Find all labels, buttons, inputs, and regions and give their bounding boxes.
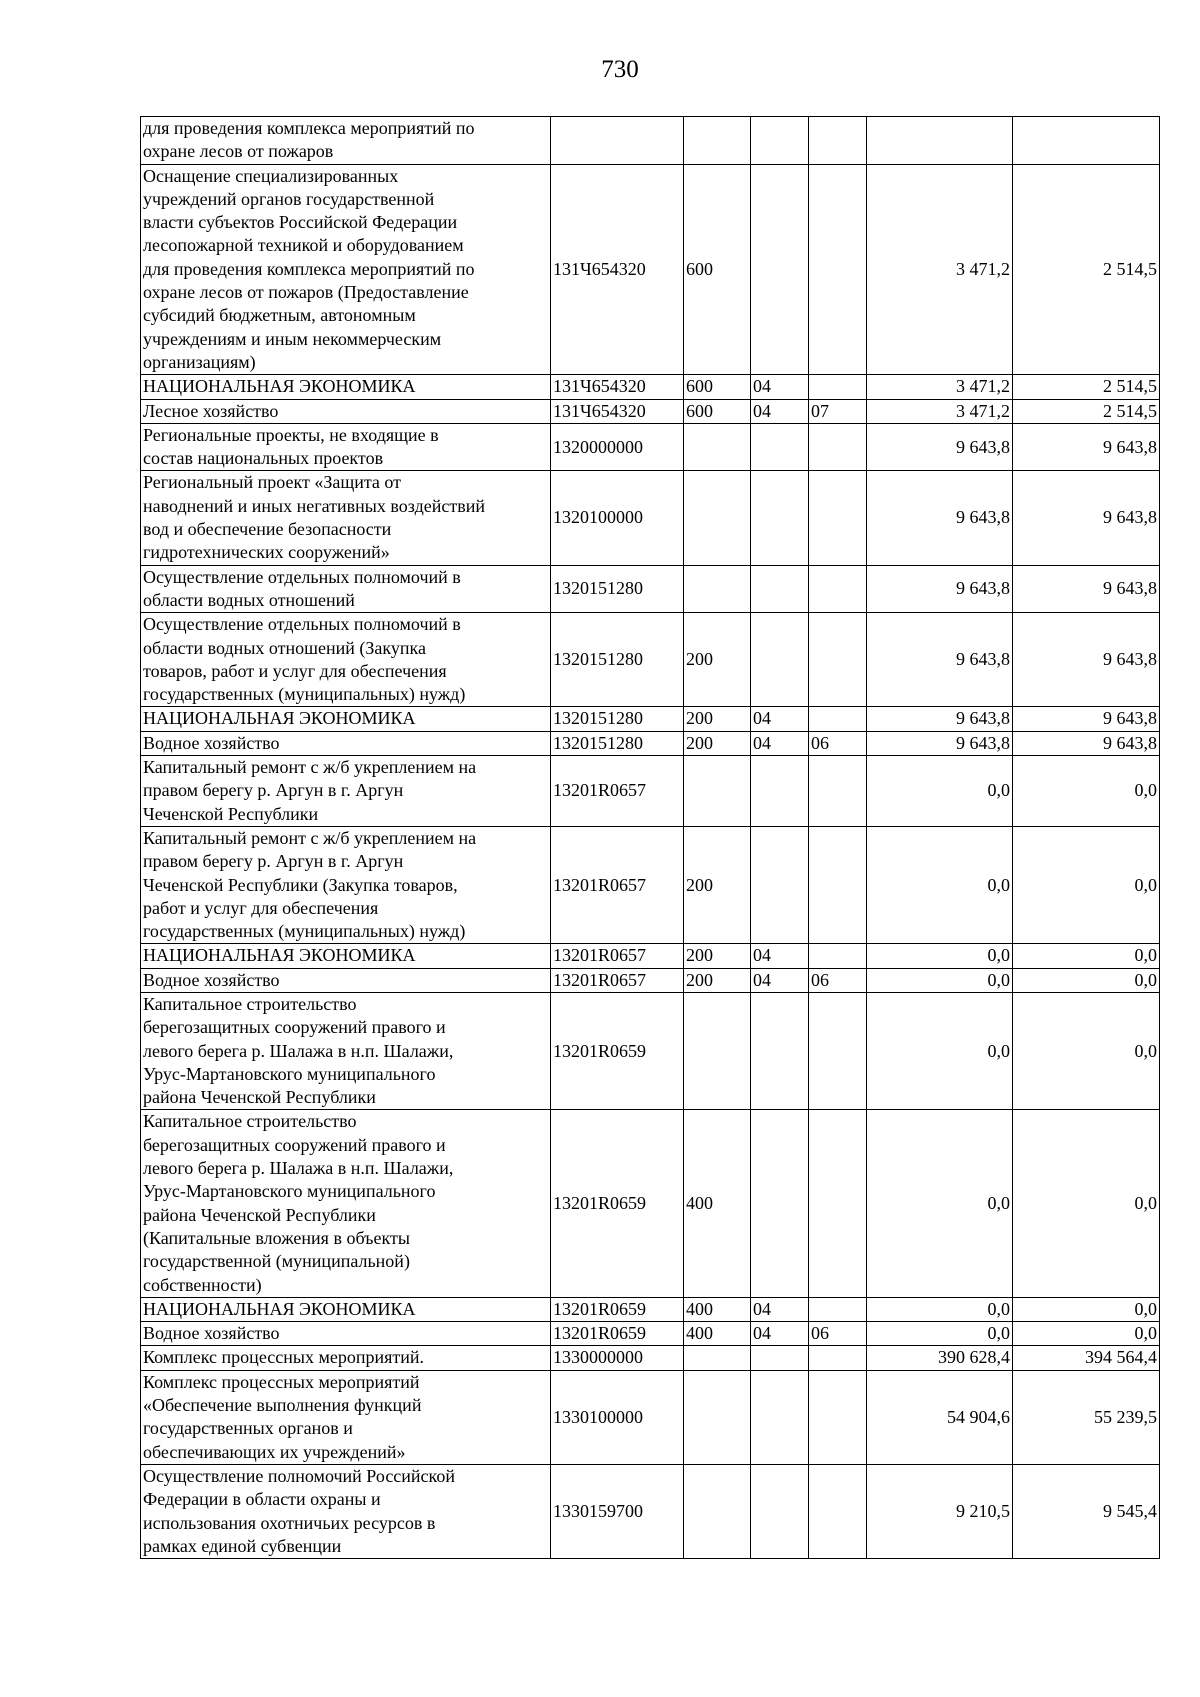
expense-type-cell <box>684 1346 751 1370</box>
expense-type-cell: 400 <box>684 1110 751 1297</box>
target-code-cell: 1320151280 <box>551 707 684 731</box>
expense-type-cell: 600 <box>684 164 751 375</box>
table-row <box>141 731 1160 755</box>
table-body <box>141 117 1160 1559</box>
expense-type-cell: 400 <box>684 1297 751 1321</box>
amount-year-2-cell: 0,0 <box>1013 756 1160 827</box>
section-cell <box>751 1464 809 1558</box>
section-cell: 04 <box>751 707 809 731</box>
row-name-cell: Комплекс процессных мероприятий «Обеспечение выполнения функций государственных органов и обеспечивающих их учреждений» <box>141 1370 551 1464</box>
target-code-cell: 1320100000 <box>551 471 684 565</box>
expense-type-cell: 200 <box>684 826 751 943</box>
amount-year-2-cell: 2 514,5 <box>1013 164 1160 375</box>
row-name-cell: НАЦИОНАЛЬНАЯ ЭКОНОМИКА <box>141 375 551 399</box>
amount-year-1-cell: 0,0 <box>867 1322 1013 1346</box>
amount-year-2-cell: 9 643,8 <box>1013 731 1160 755</box>
amount-year-1-cell: 9 210,5 <box>867 1464 1013 1558</box>
expense-type-cell: 200 <box>684 707 751 731</box>
target-code-cell: 13201R0657 <box>551 826 684 943</box>
amount-year-1-cell: 9 643,8 <box>867 707 1013 731</box>
expense-type-cell: 600 <box>684 375 751 399</box>
expense-type-cell <box>684 471 751 565</box>
expense-type-cell: 200 <box>684 968 751 992</box>
target-code-cell: 13201R0657 <box>551 756 684 827</box>
row-name-cell: Региональные проекты, не входящие в состав национальных проектов <box>141 423 551 471</box>
expense-type-cell: 200 <box>684 613 751 707</box>
subsection-cell <box>809 613 867 707</box>
row-name-cell: Осуществление отдельных полномочий в области водных отношений (Закупка товаров, работ и услуг для обеспечения государственных (муниципальных) нужд) <box>141 613 551 707</box>
section-cell: 04 <box>751 399 809 423</box>
row-name-cell: Водное хозяйство <box>141 1322 551 1346</box>
amount-year-2-cell: 9 545,4 <box>1013 1464 1160 1558</box>
subsection-cell: 06 <box>809 731 867 755</box>
target-code-cell: 13201R0657 <box>551 944 684 968</box>
table-row <box>141 399 1160 423</box>
expense-type-cell: 200 <box>684 944 751 968</box>
section-cell: 04 <box>751 944 809 968</box>
target-code-cell: 13201R0659 <box>551 1297 684 1321</box>
subsection-cell <box>809 375 867 399</box>
subsection-cell: 07 <box>809 399 867 423</box>
subsection-cell <box>809 992 867 1109</box>
row-name-cell: для проведения комплекса мероприятий по охране лесов от пожаров <box>141 117 551 165</box>
subsection-cell <box>809 471 867 565</box>
target-code-cell: 1330000000 <box>551 1346 684 1370</box>
amount-year-2-cell: 2 514,5 <box>1013 375 1160 399</box>
subsection-cell <box>809 1110 867 1297</box>
amount-year-1-cell: 9 643,8 <box>867 423 1013 471</box>
target-code-cell: 131Ч654320 <box>551 399 684 423</box>
row-name-cell: НАЦИОНАЛЬНАЯ ЭКОНОМИКА <box>141 944 551 968</box>
subsection-cell <box>809 1464 867 1558</box>
target-code-cell: 1320151280 <box>551 565 684 613</box>
table-row <box>141 471 1160 565</box>
section-cell <box>751 1110 809 1297</box>
section-cell <box>751 471 809 565</box>
subsection-cell <box>809 565 867 613</box>
row-name-cell: Осуществление полномочий Российской Федерации в области охраны и использования охотничьих ресурсов в рамках единой субвенции <box>141 1464 551 1558</box>
amount-year-1-cell: 9 643,8 <box>867 731 1013 755</box>
table-row <box>141 707 1160 731</box>
table-row <box>141 375 1160 399</box>
amount-year-2-cell: 0,0 <box>1013 992 1160 1109</box>
table-row <box>141 1464 1160 1558</box>
budget-table <box>140 116 1160 1559</box>
table-row <box>141 1110 1160 1297</box>
table-row <box>141 613 1160 707</box>
subsection-cell <box>809 1297 867 1321</box>
expense-type-cell: 400 <box>684 1322 751 1346</box>
amount-year-2-cell <box>1013 117 1160 165</box>
expense-type-cell <box>684 1464 751 1558</box>
amount-year-2-cell: 0,0 <box>1013 826 1160 943</box>
section-cell: 04 <box>751 1297 809 1321</box>
amount-year-1-cell: 390 628,4 <box>867 1346 1013 1370</box>
amount-year-1-cell: 54 904,6 <box>867 1370 1013 1464</box>
table-row <box>141 1297 1160 1321</box>
amount-year-2-cell: 0,0 <box>1013 1297 1160 1321</box>
amount-year-1-cell: 0,0 <box>867 944 1013 968</box>
section-cell <box>751 117 809 165</box>
table-row <box>141 1370 1160 1464</box>
row-name-cell: Водное хозяйство <box>141 968 551 992</box>
amount-year-2-cell: 9 643,8 <box>1013 613 1160 707</box>
amount-year-1-cell: 0,0 <box>867 826 1013 943</box>
amount-year-1-cell: 3 471,2 <box>867 164 1013 375</box>
target-code-cell <box>551 117 684 165</box>
expense-type-cell: 200 <box>684 731 751 755</box>
expense-type-cell: 600 <box>684 399 751 423</box>
row-name-cell: Капитальный ремонт с ж/б укреплением на правом берегу р. Аргун в г. Аргун Чеченской Республики (Закупка товаров, работ и услуг для обеспечения государственных (муниципальных) нужд) <box>141 826 551 943</box>
row-name-cell: Лесное хозяйство <box>141 399 551 423</box>
expense-type-cell <box>684 423 751 471</box>
amount-year-2-cell: 9 643,8 <box>1013 471 1160 565</box>
row-name-cell: Водное хозяйство <box>141 731 551 755</box>
table-row <box>141 565 1160 613</box>
section-cell <box>751 423 809 471</box>
expense-type-cell <box>684 992 751 1109</box>
table-row <box>141 1322 1160 1346</box>
amount-year-2-cell: 9 643,8 <box>1013 565 1160 613</box>
target-code-cell: 13201R0659 <box>551 992 684 1109</box>
amount-year-1-cell: 0,0 <box>867 1110 1013 1297</box>
table-row <box>141 944 1160 968</box>
section-cell <box>751 164 809 375</box>
section-cell: 04 <box>751 731 809 755</box>
expense-type-cell <box>684 565 751 613</box>
subsection-cell <box>809 117 867 165</box>
subsection-cell <box>809 1346 867 1370</box>
section-cell <box>751 826 809 943</box>
amount-year-1-cell: 0,0 <box>867 992 1013 1109</box>
section-cell: 04 <box>751 1322 809 1346</box>
table-row <box>141 164 1160 375</box>
amount-year-1-cell: 3 471,2 <box>867 375 1013 399</box>
amount-year-1-cell: 3 471,2 <box>867 399 1013 423</box>
subsection-cell <box>809 423 867 471</box>
table-row <box>141 1346 1160 1370</box>
table-row <box>141 968 1160 992</box>
row-name-cell: Осуществление отдельных полномочий в области водных отношений <box>141 565 551 613</box>
amount-year-1-cell: 9 643,8 <box>867 565 1013 613</box>
amount-year-1-cell: 0,0 <box>867 968 1013 992</box>
section-cell <box>751 992 809 1109</box>
row-name-cell: Комплекс процессных мероприятий. <box>141 1346 551 1370</box>
amount-year-2-cell: 0,0 <box>1013 1110 1160 1297</box>
target-code-cell: 1330159700 <box>551 1464 684 1558</box>
row-name-cell: Региональный проект «Защита от наводнений и иных негативных воздействий вод и обеспечение безопасности гидротехнических сооружений» <box>141 471 551 565</box>
amount-year-2-cell: 55 239,5 <box>1013 1370 1160 1464</box>
subsection-cell: 06 <box>809 1322 867 1346</box>
section-cell <box>751 613 809 707</box>
page-number: 730 <box>601 56 639 83</box>
subsection-cell <box>809 707 867 731</box>
table-row <box>141 423 1160 471</box>
target-code-cell: 13201R0659 <box>551 1322 684 1346</box>
row-name-cell: Капитальное строительство берегозащитных сооружений правого и левого берега р. Шалажа в н.п. Шалажи, Урус-Мартановского муниципального района Чеченской Республики <box>141 992 551 1109</box>
section-cell <box>751 565 809 613</box>
row-name-cell: НАЦИОНАЛЬНАЯ ЭКОНОМИКА <box>141 1297 551 1321</box>
amount-year-1-cell: 0,0 <box>867 1297 1013 1321</box>
target-code-cell: 1320000000 <box>551 423 684 471</box>
amount-year-2-cell: 0,0 <box>1013 1322 1160 1346</box>
row-name-cell: Капитальный ремонт с ж/б укреплением на правом берегу р. Аргун в г. Аргун Чеченской Республики <box>141 756 551 827</box>
amount-year-1-cell: 9 643,8 <box>867 471 1013 565</box>
subsection-cell: 06 <box>809 968 867 992</box>
section-cell: 04 <box>751 375 809 399</box>
amount-year-2-cell: 0,0 <box>1013 968 1160 992</box>
table-row <box>141 756 1160 827</box>
target-code-cell: 1320151280 <box>551 731 684 755</box>
table-row <box>141 117 1160 165</box>
expense-type-cell <box>684 756 751 827</box>
subsection-cell <box>809 944 867 968</box>
target-code-cell: 13201R0657 <box>551 968 684 992</box>
expense-type-cell <box>684 117 751 165</box>
subsection-cell <box>809 1370 867 1464</box>
target-code-cell: 13201R0659 <box>551 1110 684 1297</box>
amount-year-1-cell <box>867 117 1013 165</box>
row-name-cell: Капитальное строительство берегозащитных сооружений правого и левого берега р. Шалажа в н.п. Шалажи, Урус-Мартановского муниципального района Чеченской Республики (Капитальные вложения в объекты государственной (муниципальной) собственности) <box>141 1110 551 1297</box>
amount-year-2-cell: 0,0 <box>1013 944 1160 968</box>
table-row <box>141 826 1160 943</box>
amount-year-2-cell: 9 643,8 <box>1013 707 1160 731</box>
amount-year-1-cell: 9 643,8 <box>867 613 1013 707</box>
amount-year-1-cell: 0,0 <box>867 756 1013 827</box>
section-cell <box>751 756 809 827</box>
expense-type-cell <box>684 1370 751 1464</box>
section-cell <box>751 1370 809 1464</box>
subsection-cell <box>809 826 867 943</box>
table-row <box>141 992 1160 1109</box>
target-code-cell: 1320151280 <box>551 613 684 707</box>
target-code-cell: 131Ч654320 <box>551 164 684 375</box>
section-cell: 04 <box>751 968 809 992</box>
row-name-cell: Оснащение специализированных учреждений органов государственной власти субъектов Российской Федерации лесопожарной техникой и оборудованием для проведения комплекса мероприятий по охране лесов от пожаров (Предоставление субсидий бюджетным, автономным учреждениям и иным некоммерческим организациям) <box>141 164 551 375</box>
section-cell <box>751 1346 809 1370</box>
subsection-cell <box>809 756 867 827</box>
amount-year-2-cell: 2 514,5 <box>1013 399 1160 423</box>
amount-year-2-cell: 9 643,8 <box>1013 423 1160 471</box>
row-name-cell: НАЦИОНАЛЬНАЯ ЭКОНОМИКА <box>141 707 551 731</box>
target-code-cell: 1330100000 <box>551 1370 684 1464</box>
amount-year-2-cell: 394 564,4 <box>1013 1346 1160 1370</box>
subsection-cell <box>809 164 867 375</box>
target-code-cell: 131Ч654320 <box>551 375 684 399</box>
